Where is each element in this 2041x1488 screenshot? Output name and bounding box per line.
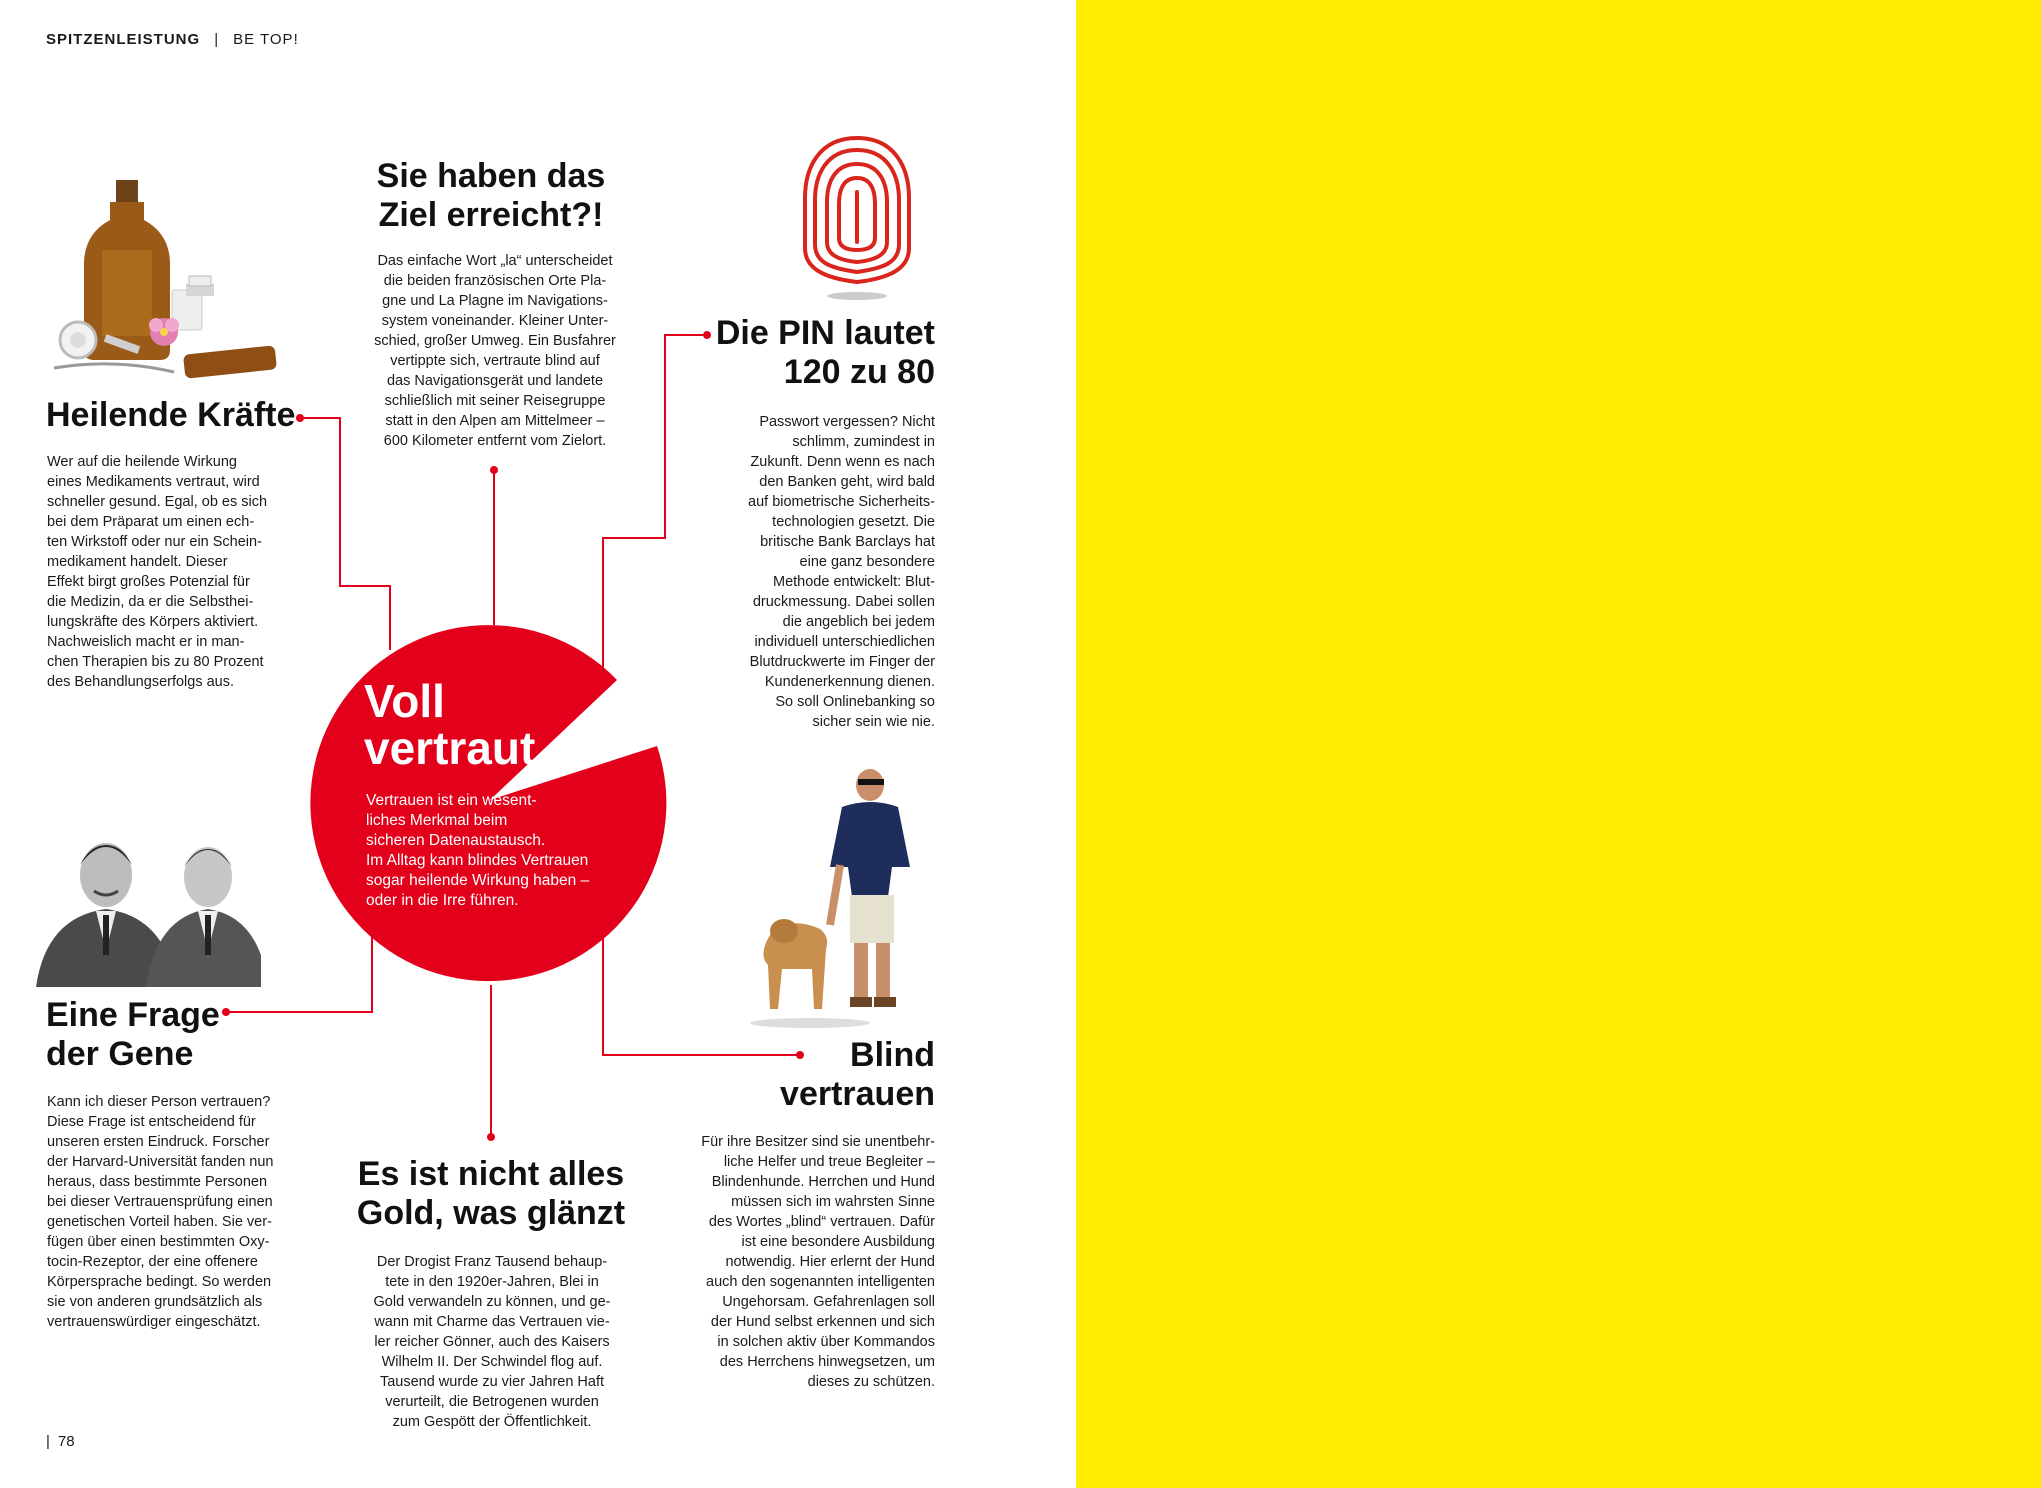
connector-dot-ziel bbox=[490, 466, 498, 474]
pin-text: Passwort vergessen? Nicht schlimm, zumindest in Zukunft. Denn wenn es nach den Banken geht, wird bald auf biometrische Sicherheits- technologien gesetzt. Die britische Bank Barclays hat eine ganz besondere Methode entwickelt: Blut- druckmessung. Dabei sollen die angeblich bei jedem individuell unterschiedlichen Blutdruckwerte im Finger der Kundenerkennung dienen. So soll Onlinebanking so sicher sein wie nie. bbox=[748, 414, 935, 730]
heilende-title: Heilende Kräfte bbox=[46, 396, 296, 434]
center-text: Vertrauen ist ein wesent- liches Merkmal beim sicheren Datenaustausch. Im Alltag kann blindes Vertrauen sogar heilende Wirkung haben – oder in die Irre führen. bbox=[366, 792, 590, 909]
page-number: 78 bbox=[57, 1433, 75, 1450]
man-with-guide-dog-illustration bbox=[740, 765, 940, 1030]
blind-text: Für ihre Besitzer sind sie unentbehr- liche Helfer und treue Begleiter – Blindenhunde. Herrchen und Hund müssen sich im wahrsten Sinne des Wortes „blind“ vertrauen. Dafür ist eine besondere Ausbildung notwendig. Hier erlernt der Hund auch den sogenannten intelligenten Ungehorsam. Gefahrenlagen soll der Hund selbst erkennen und sich in solchen aktiv über Kommandos des Herrchens hinwegsetzen, um dieses zu schützen. bbox=[701, 1134, 935, 1390]
two-men-photo-illustration bbox=[36, 825, 261, 987]
blind-title: Blind vertrauen bbox=[780, 1036, 935, 1113]
gold-text: Der Drogist Franz Tausend behaup- tete in den 1920er-Jahren, Blei in Gold verwandeln zu können, und ge- wann mit Charme das Vertrauen vie- ler reicher Gönner, auch des Kaisers Wilhelm II. Der Schwindel flog auf. Tausend wurde zu vier Jahren Haft verurteilt, die Betrogenen wurden zum Gespött der Öffentlichkeit. bbox=[373, 1254, 611, 1430]
gene-text: Kann ich dieser Person vertrauen? Diese Frage ist entscheidend für unseren ersten Eindruck. Forscher der Harvard-Universität fanden nun heraus, dass bestimmte Personen bei dieser Vertrauensprüfung einen genetischen Vorteil haben. Sie ver- fügen über einen bestimmten Oxy- tocin-Rezeptor, der eine offenere Körpersprache bedingt. So werden sie von anderen grundsätzlich als vertrauenswürdiger eingeschätzt. bbox=[47, 1094, 274, 1330]
gene-title: Eine Frage der Gene bbox=[46, 996, 220, 1073]
connector-heilende bbox=[300, 418, 390, 650]
connector-dot-heilende bbox=[296, 414, 304, 422]
medicine-bottles-illustration bbox=[44, 180, 316, 390]
center-title: Voll vertraut bbox=[364, 675, 536, 774]
ziel-title: Sie haben das Ziel erreicht?! bbox=[376, 157, 606, 234]
header-subsection: BE TOP! bbox=[233, 31, 299, 48]
gold-title: Es ist nicht alles Gold, was glänzt bbox=[356, 1155, 626, 1232]
yellow-facing-page bbox=[1076, 0, 2041, 1488]
fingerprint-illustration bbox=[800, 130, 915, 305]
connector-dot-gene bbox=[222, 1008, 230, 1016]
ziel-text: Das einfache Wort „la“ unterscheidet die beiden französischen Orte Pla- gne und La Plagne im Navigations- system voneinander. Kleiner Unter- schied, großer Umweg. Ein Busfahrer vertippte sich, vertraute blind auf das Navigationsgerät und landete schließlich mit seiner Reisegruppe statt in den Alpen am Mittelmeer – 600 Kilometer entfernt vom Zielort. bbox=[374, 253, 616, 449]
heilende-text: Wer auf die heilende Wirkung eines Medikaments vertraut, wird schneller gesund. Egal, ob es sich bei dem Präparat um einen ech- ten Wirkstoff oder nur ein Schein- medikament handelt. Dieser Effekt birgt großes Potenzial für die Medizin, da er die Selbsthei- lungskräfte des Körpers aktiviert. Nachweislich macht er in man- chen Therapien bis zu 80 Prozent des Behandlungserfolgs aus. bbox=[47, 454, 268, 690]
pin-title: Die PIN lautet 120 zu 80 bbox=[715, 314, 935, 391]
connector-dot-gold bbox=[487, 1133, 495, 1141]
page-footer bbox=[46, 1433, 75, 1450]
footer-bar: | bbox=[46, 1433, 50, 1450]
header-separator: | bbox=[214, 31, 220, 48]
header-section: SPITZENLEISTUNG bbox=[46, 31, 201, 48]
